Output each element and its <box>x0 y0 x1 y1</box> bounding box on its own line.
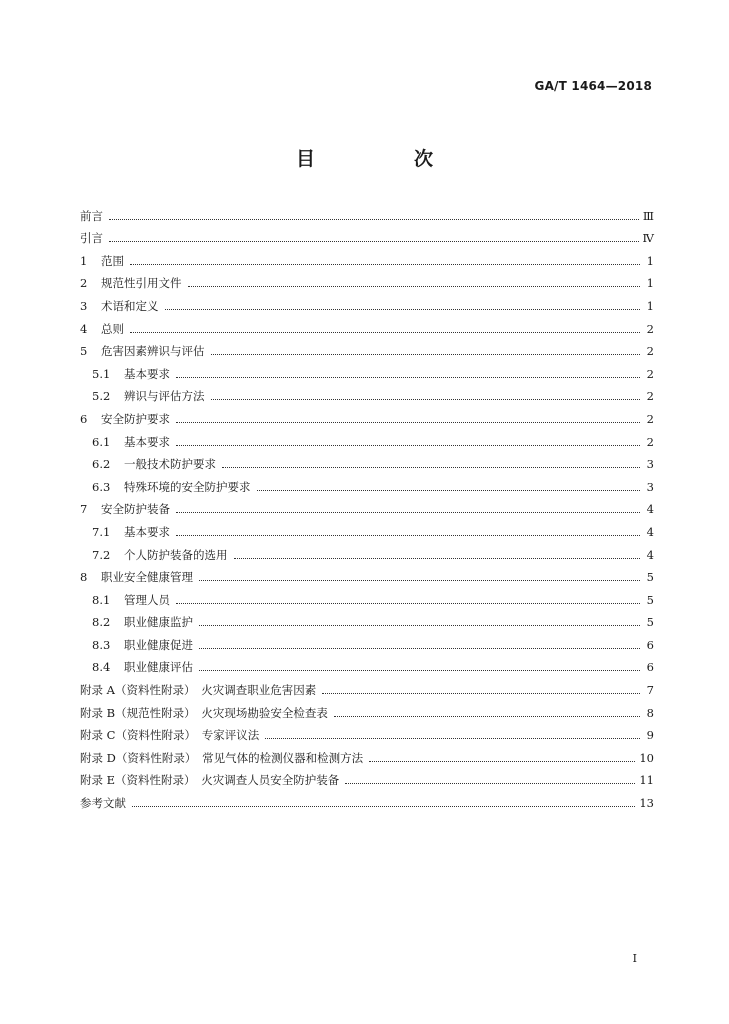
toc-entry-number: 5 <box>80 344 88 359</box>
toc-entry[interactable] <box>80 245 654 268</box>
toc-entry-label: 职业安全健康管理 <box>101 570 193 585</box>
toc-entry-page: 2 <box>646 411 654 426</box>
toc-dot-leader <box>132 806 635 807</box>
toc-entry-label: 特殊环境的安全防护要求 <box>124 479 251 494</box>
toc-entry-label: 安全防护要求 <box>101 411 170 426</box>
toc-entry-page: 10 <box>639 750 654 765</box>
toc-entry-number: 7.1 <box>92 524 111 539</box>
toc-entry[interactable] <box>80 471 654 494</box>
toc-dot-leader <box>188 286 641 287</box>
toc-entry-label: 规范性引用文件 <box>101 276 182 291</box>
toc-entry-page: 4 <box>646 502 654 517</box>
toc-entry-number: 2 <box>80 276 88 291</box>
toc-dot-leader <box>222 467 640 468</box>
toc-entry-number: 4 <box>80 321 88 336</box>
toc-entry-page: 6 <box>646 637 654 652</box>
toc-entry-label: 基本要求 <box>124 434 170 449</box>
toc-entry-page: 5 <box>646 570 654 585</box>
toc-entry-number: 8.1 <box>92 592 111 607</box>
toc-entry-label: 基本要求 <box>124 366 170 381</box>
toc-entry[interactable] <box>80 697 654 720</box>
toc-entry[interactable] <box>80 223 654 246</box>
toc-entry-page: 4 <box>646 524 654 539</box>
toc-entry-number: 7 <box>80 502 88 517</box>
toc-entry[interactable] <box>80 313 654 336</box>
toc-entry-page: 2 <box>646 321 654 336</box>
document-code: GA/T 1464—2018 <box>534 79 652 93</box>
toc-entry-page: 11 <box>639 773 654 788</box>
toc-entry-label: 一般技术防护要求 <box>124 457 216 472</box>
toc-entry-label: 职业健康促进 <box>124 637 193 652</box>
toc-dot-leader <box>199 648 640 649</box>
toc-entry[interactable] <box>80 584 654 607</box>
toc-entry-page: 5 <box>646 615 654 630</box>
toc-entry-label: 附录 C（资料性附录） 专家评议法 <box>80 728 260 743</box>
toc-entry[interactable] <box>80 787 654 810</box>
toc-entry[interactable] <box>80 200 654 223</box>
toc-dot-leader <box>334 716 640 717</box>
toc-dot-leader <box>130 264 640 265</box>
toc-entry-number: 3 <box>80 298 88 313</box>
toc-dot-leader <box>109 241 639 242</box>
toc-entry-page: 1 <box>646 276 654 291</box>
toc-entry-number: 6.2 <box>92 457 111 472</box>
toc-entry-page: 1 <box>646 298 654 313</box>
toc-dot-leader <box>176 422 640 423</box>
toc-entry-page: 6 <box>646 660 654 675</box>
toc-entry-label: 职业健康监护 <box>124 615 193 630</box>
toc-entry-page: 2 <box>646 366 654 381</box>
toc-entry-label: 个人防护装备的选用 <box>124 547 228 562</box>
toc-dot-leader <box>369 761 635 762</box>
toc-dot-leader <box>199 625 640 626</box>
toc-entry-label: 前言 <box>80 208 103 223</box>
toc-entry-number: 5.2 <box>92 389 111 404</box>
toc-entry-page: 3 <box>646 479 654 494</box>
toc-entry[interactable] <box>80 720 654 743</box>
toc-entry-page: 4 <box>646 547 654 562</box>
toc-entry-number: 8.2 <box>92 615 111 630</box>
toc-entry-label: 危害因素辨识与评估 <box>101 344 205 359</box>
toc-entry[interactable] <box>80 765 654 788</box>
toc-entry-page: 5 <box>646 592 654 607</box>
toc-entry-number: 8 <box>80 570 88 585</box>
toc-entry-page: Ⅲ <box>642 208 654 223</box>
toc-entry-number: 6 <box>80 411 88 426</box>
toc-entry-page: 13 <box>639 796 654 811</box>
toc-dot-leader <box>257 490 641 491</box>
toc-entry[interactable] <box>80 607 654 630</box>
toc-entry-page: Ⅳ <box>642 231 654 246</box>
toc-entry[interactable] <box>80 449 654 472</box>
toc-entry[interactable] <box>80 494 654 517</box>
toc-dot-leader <box>211 399 641 400</box>
toc-entry-label: 附录 D（资料性附录） 常见气体的检测仪器和检测方法 <box>80 750 364 765</box>
toc-entry-page: 3 <box>646 457 654 472</box>
toc-dot-leader <box>176 445 640 446</box>
toc-entry-page: 2 <box>646 344 654 359</box>
toc-entry[interactable] <box>80 358 654 381</box>
toc-entry-label: 参考文献 <box>80 796 126 811</box>
toc-entry-label: 职业健康评估 <box>124 660 193 675</box>
toc-dot-leader <box>199 580 640 581</box>
toc-entry-number: 7.2 <box>92 547 111 562</box>
toc-entry-page: 7 <box>646 683 654 698</box>
toc-dot-leader <box>176 535 640 536</box>
toc-entry-label: 安全防护装备 <box>101 502 170 517</box>
toc-title: 目 次 <box>295 148 473 170</box>
toc-entry[interactable] <box>80 336 654 359</box>
toc-dot-leader <box>176 377 640 378</box>
toc-dot-leader <box>109 219 639 220</box>
toc-entry-page: 9 <box>646 728 654 743</box>
toc-dot-leader <box>345 783 635 784</box>
toc-dot-leader <box>234 558 641 559</box>
toc-entry-label: 附录 E（资料性附录） 火灾调查人员安全防护装备 <box>80 773 340 788</box>
toc-entry[interactable] <box>80 426 654 449</box>
toc-entry[interactable] <box>80 629 654 652</box>
page-number: I <box>632 952 637 965</box>
toc-dot-leader <box>199 670 640 671</box>
toc-entry-number: 6.3 <box>92 479 111 494</box>
toc-entry-page: 2 <box>646 434 654 449</box>
toc-dot-leader <box>165 309 641 310</box>
toc-entry-page: 1 <box>646 253 654 268</box>
toc-entry-number: 8.3 <box>92 637 111 652</box>
toc-entry-label: 辨识与评估方法 <box>124 389 205 404</box>
toc-entry[interactable] <box>80 516 654 539</box>
toc-dot-leader <box>130 332 640 333</box>
toc-entry[interactable] <box>80 268 654 291</box>
toc-entry-label: 范围 <box>101 253 124 268</box>
toc-entry-label: 总则 <box>101 321 124 336</box>
toc-entry[interactable] <box>80 652 654 675</box>
toc-dot-leader <box>176 603 640 604</box>
toc-entry[interactable] <box>80 742 654 765</box>
toc-entry-label: 基本要求 <box>124 524 170 539</box>
toc-entry[interactable] <box>80 290 654 313</box>
toc-entry-number: 8.4 <box>92 660 111 675</box>
toc-entry-page: 8 <box>646 705 654 720</box>
toc-entry[interactable] <box>80 674 654 697</box>
toc-dot-leader <box>211 354 641 355</box>
toc-entry-number: 5.1 <box>92 366 111 381</box>
toc-dot-leader <box>265 738 640 739</box>
toc-entry-label: 附录 B（规范性附录） 火灾现场勘验安全检查表 <box>80 705 328 720</box>
toc-dot-leader <box>322 693 640 694</box>
toc-entry[interactable] <box>80 403 654 426</box>
toc-entry-number: 6.1 <box>92 434 111 449</box>
toc-entry-number: 1 <box>80 253 88 268</box>
toc-entry-label: 术语和定义 <box>101 298 159 313</box>
toc-entry[interactable] <box>80 381 654 404</box>
toc-entry[interactable] <box>80 539 654 562</box>
toc-entry-label: 管理人员 <box>124 592 170 607</box>
toc-entry-page: 2 <box>646 389 654 404</box>
toc-entry[interactable] <box>80 562 654 585</box>
toc-entry-label: 引言 <box>80 231 103 246</box>
toc-entry-label: 附录 A（资料性附录） 火灾调查职业危害因素 <box>80 683 317 698</box>
table-of-contents <box>80 200 654 810</box>
toc-dot-leader <box>176 512 640 513</box>
